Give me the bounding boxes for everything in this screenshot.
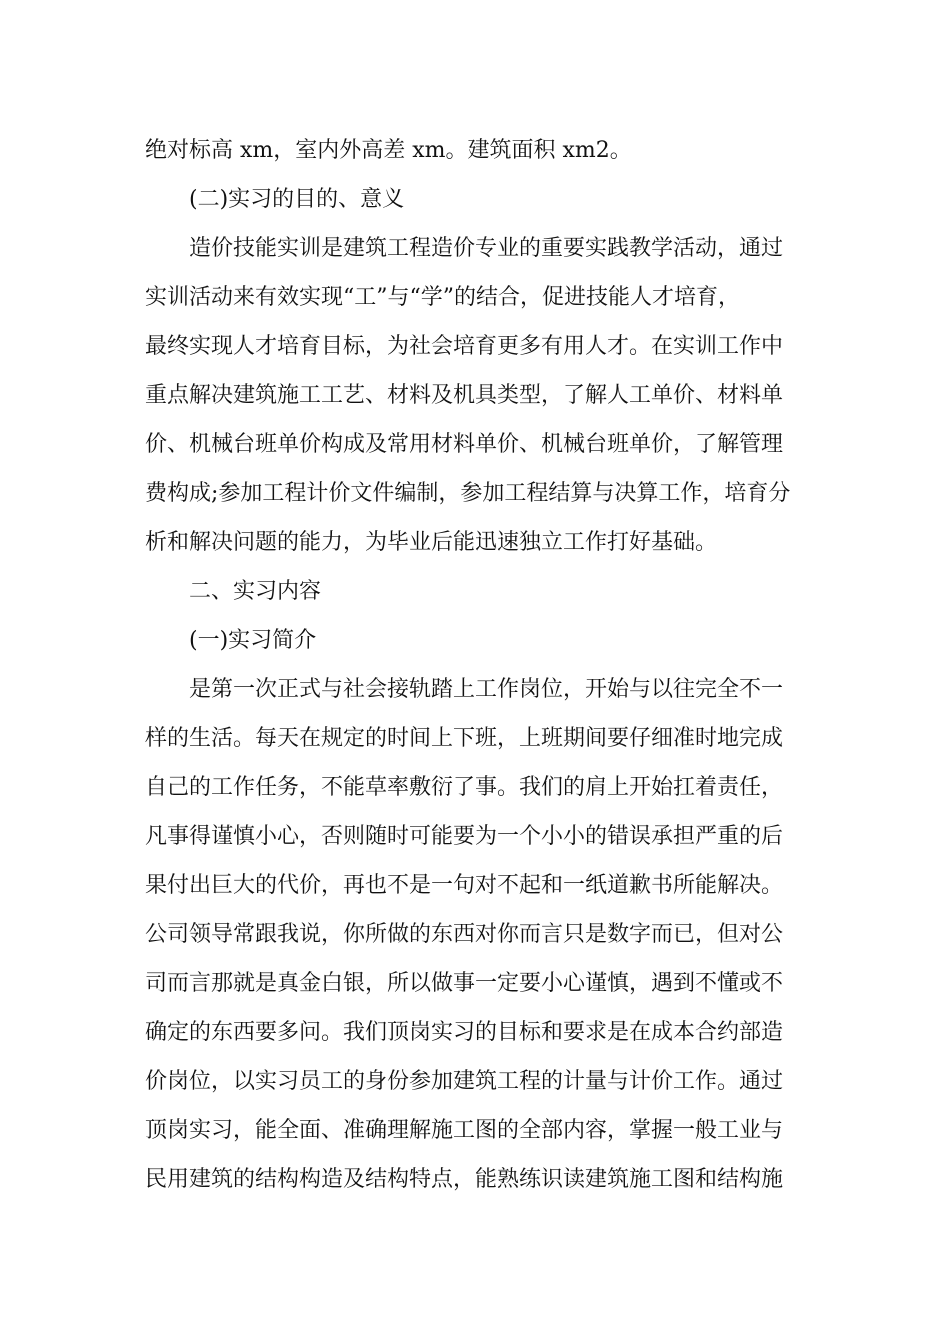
text-line: 实训活动来有效实现“工”与“学”的结合，促进技能人才培育，	[145, 285, 740, 310]
text-line: 费构成;参加工程计价文件编制，参加工程结算与决算工作，培育分	[145, 481, 791, 506]
text-line: 造价技能实训是建筑工程造价专业的重要实践教学活动，通过	[189, 236, 784, 261]
text-line: 公司领导常跟我说，你所做的东西对你而言只是数字而已，但对公	[145, 922, 784, 947]
text-line: 价岗位，以实习员工的身份参加建筑工程的计量与计价工作。通过	[145, 1069, 784, 1094]
section-heading: 二、实习内容	[189, 579, 322, 604]
text-line: 自己的工作任务，不能草率敷衍了事。我们的肩上开始扛着责任，	[145, 775, 784, 800]
text-line: 绝对标高 xm，室内外高差 xm。建筑面积 xm2。	[145, 138, 632, 163]
text-line: 果付出巨大的代价，再也不是一句对不起和一纸道歉书所能解决。	[145, 873, 784, 898]
text-line: 析和解决问题的能力，为毕业后能迅速独立工作打好基础。	[145, 530, 718, 555]
text-line: 确定的东西要多问。我们顶岗实习的目标和要求是在成本合约部造	[145, 1020, 784, 1045]
section-heading: (一)实习简介	[189, 628, 317, 653]
text-line: 重点解决建筑施工工艺、材料及机具类型，了解人工单价、材料单	[145, 383, 784, 408]
section-heading: (二)实习的目的、意义	[189, 187, 405, 212]
text-line: 价、机械台班单价构成及常用材料单价、机械台班单价，了解管理	[145, 432, 784, 457]
text-line: 样的生活。每天在规定的时间上下班，上班期间要仔细准时地完成	[145, 726, 784, 751]
text-line: 是第一次正式与社会接轨踏上工作岗位，开始与以往完全不一	[189, 677, 784, 702]
text-line: 最终实现人才培育目标，为社会培育更多有用人才。在实训工作中	[145, 334, 784, 359]
text-line: 司而言那就是真金白银，所以做事一定要小心谨慎，遇到不懂或不	[145, 971, 784, 996]
text-line: 凡事得谨慎小心，否则随时可能要为一个小小的错误承担严重的后	[145, 824, 784, 849]
text-line: 顶岗实习，能全面、准确理解施工图的全部内容，掌握一般工业与	[145, 1118, 784, 1143]
text-line: 民用建筑的结构构造及结构特点，能熟练识读建筑施工图和结构施	[145, 1167, 784, 1192]
